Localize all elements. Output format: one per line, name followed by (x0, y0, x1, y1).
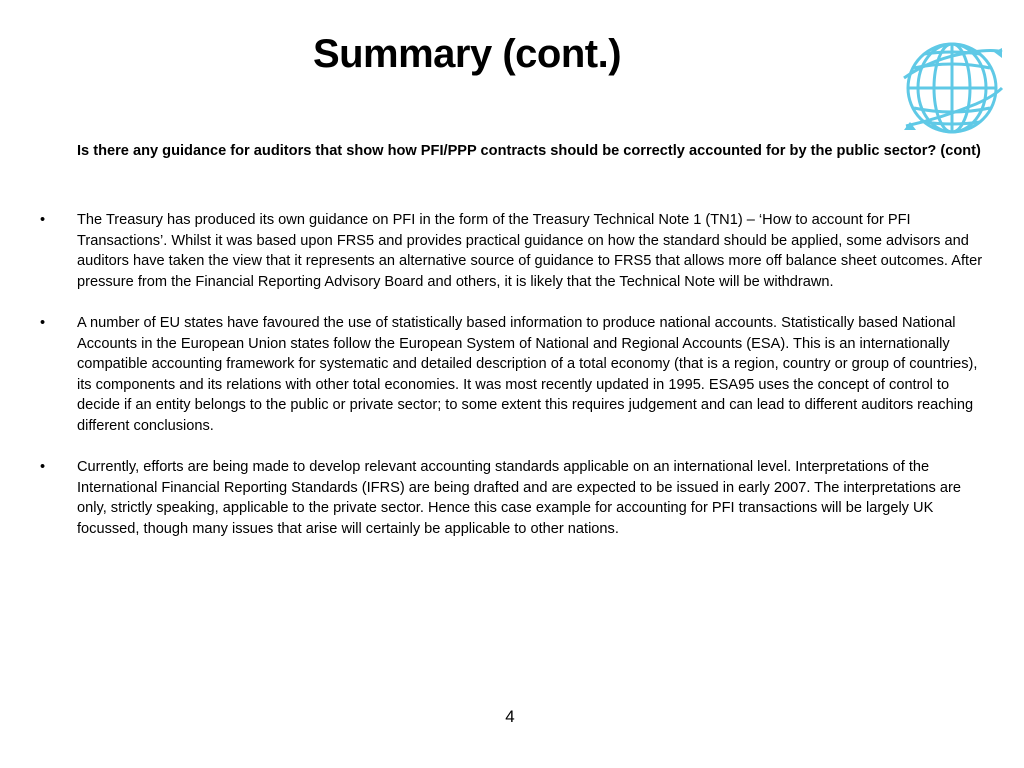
bullet-list (0, 210, 1024, 560)
page-number (0, 706, 1024, 728)
bullet-text: Currently, efforts are being made to develop relevant accounting standards applicable on an international level. Interpretations of the International Financial Reporting Standards (IFRS) are being drafted and are expected to be issued in early 2007. The interpretations are only, strictly speaking, applicable to the private sector. Hence this case example for accounting for PFI transactions will be largely UK focussed, though many issues that arise will certainly be applicable to other nations. (77, 459, 961, 537)
bullet-marker: • (40, 459, 46, 475)
slide-title: Summary (cont.) (312, 32, 622, 76)
bullet-text: The Treasury has produced its own guidance on PFI in the form of the Treasury Technical Note 1 (TN1) – ‘How to account for PFI Transactions’. Whilst it was based upon FRS5 and provides practical guidance on how the standard should be applied, some advisors and auditors have taken the view that it represents an alternative source of guidance to FRS5 that allows more off balance sheet outcomes. After pressure from the Financial Reporting Advisory Board and others, it is likely that the Technical Note will be withdrawn. (77, 212, 983, 290)
bullet-item (0, 457, 1024, 539)
bullet-text: A number of EU states have favoured the use of statistically based information to produce national accounts. Statistically based National Accounts in the European Union states follow the European System of National and Regional Accounts (ESA). This is an internationally compatible accounting framework for systematic and detailed description of a total economy (that is a region, country or group of countries), its components and its relations with other total economies. It was most recently updated in 1995. ESA95 uses the concept of control to decide if an entity belongs to the public or private sector; to some extent this requires judgement and can lead to different auditors reaching different conclusions. (77, 315, 978, 434)
intro-question: Is there any guidance for auditors that show how PFI/PPP contracts should be correctly accounted for by the public sector? (cont) (77, 143, 981, 159)
bullet-item (0, 313, 1024, 436)
bullet-marker: • (40, 212, 46, 228)
bullet-item (0, 210, 1024, 292)
page-number-text: 4 (505, 707, 515, 726)
globe-icon (902, 38, 1006, 138)
bullet-marker: • (40, 315, 46, 331)
